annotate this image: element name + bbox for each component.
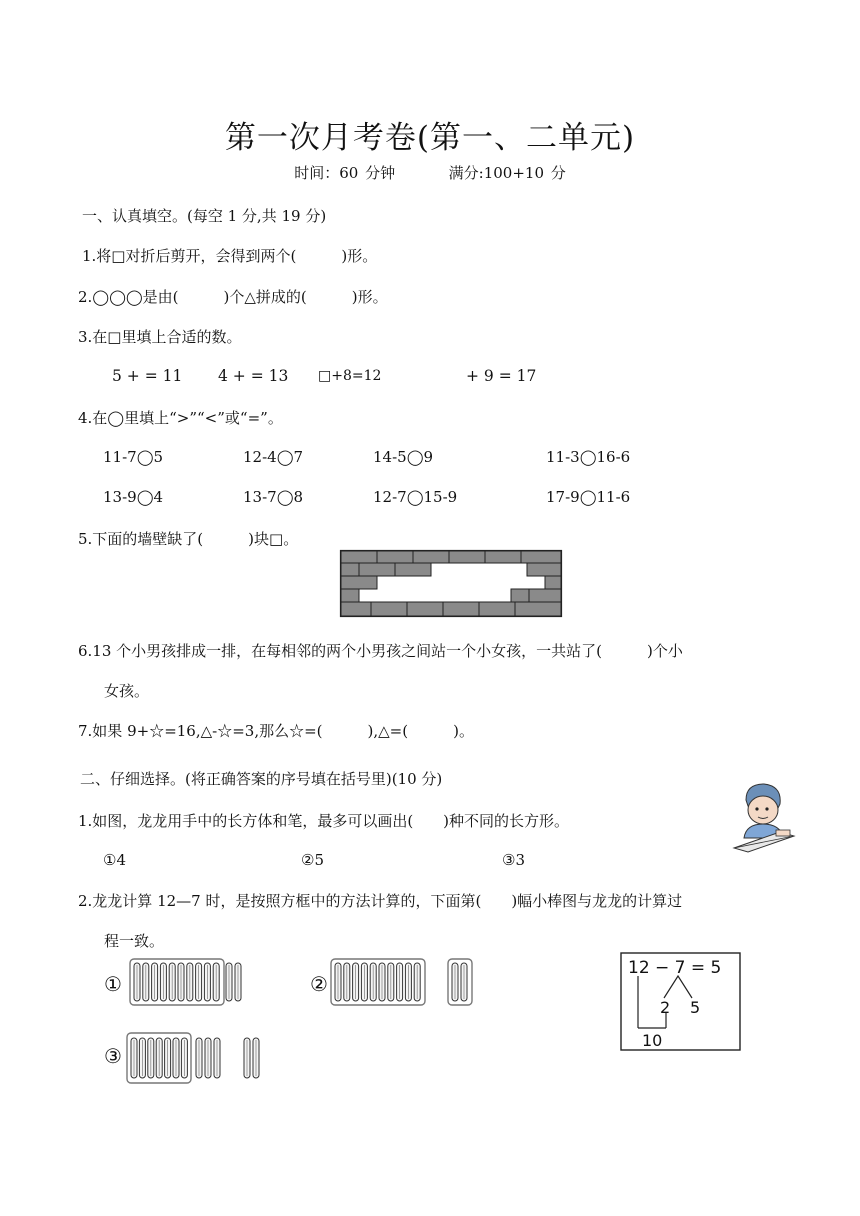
q4-r2-c2: 13-7◯8 <box>243 488 304 506</box>
stick-option-1-label: ① <box>104 972 122 996</box>
stick <box>178 963 184 1001</box>
stick <box>156 1038 162 1078</box>
page-title: 第一次月考卷(第一、二单元) <box>224 120 636 156</box>
q4-r2-c4: 17-9◯11-6 <box>546 488 631 506</box>
calc-right-split: 5 <box>690 998 701 1017</box>
stick <box>244 1038 250 1078</box>
stick-option-3-label: ③ <box>104 1044 122 1068</box>
q4-r2-c3: 12-7◯15-9 <box>373 488 458 506</box>
brick-wall-figure <box>340 550 562 618</box>
q3-item-4: + 9 = 17 <box>466 367 537 385</box>
s2-q2-stem-line2: 程一致。 <box>104 932 165 950</box>
stick <box>353 963 359 1001</box>
calculation-method-box <box>620 952 742 1052</box>
stick <box>370 963 376 1001</box>
s1-q6-line1: 6.13 个小男孩排成一排，在每相邻的两个小男孩之间站一个小女孩，一共站了( )个小 <box>78 642 683 660</box>
s2-q1-option-1: ①4 <box>103 851 126 869</box>
stick <box>204 963 210 1001</box>
section1-heading: 一、认真填空。(每空 1 分,共 19 分) <box>82 207 327 225</box>
stick <box>143 963 149 1001</box>
s1-q2: 2.◯◯◯是由( )个△拼成的( )形。 <box>78 288 388 306</box>
stick-figure-2 <box>330 958 480 1006</box>
stick-figure-3 <box>126 1032 276 1084</box>
stick <box>205 1038 211 1078</box>
stick <box>361 963 367 1001</box>
stick <box>196 963 202 1001</box>
stick <box>397 963 403 1001</box>
stick <box>344 963 350 1001</box>
time-label: 时间：60 分钟 <box>294 164 396 182</box>
calc-left-split: 2 <box>660 998 671 1017</box>
stick <box>253 1038 259 1078</box>
s2-q1-option-2: ②5 <box>301 851 324 869</box>
q3-item-3: □+8=12 <box>318 368 382 384</box>
stick <box>196 1038 202 1078</box>
stick <box>148 1038 154 1078</box>
stick <box>452 963 458 1001</box>
stick <box>131 1038 137 1078</box>
stick <box>226 963 232 1001</box>
q4-r1-c1: 11-7◯5 <box>103 448 164 466</box>
stick <box>388 963 394 1001</box>
s1-q6-line2: 女孩。 <box>104 682 150 700</box>
stick <box>169 963 175 1001</box>
calc-equation: 12 − 7 = 5 <box>628 958 722 978</box>
q4-r2-c1: 13-9◯4 <box>103 488 164 506</box>
s1-q1: 1.将□对折后剪开，会得到两个( )形。 <box>82 247 378 265</box>
stick-option-2-label: ② <box>310 972 328 996</box>
stick <box>152 963 158 1001</box>
s2-q1-stem: 1.如图，龙龙用手中的长方体和笔，最多可以画出( )种不同的长方形。 <box>78 812 570 830</box>
stick-figure-1 <box>128 958 248 1006</box>
s1-q7: 7.如果 9+☆=16,△-☆=3,那么☆=( ),△=( )。 <box>78 722 474 740</box>
stick <box>139 1038 145 1078</box>
stick <box>173 1038 179 1078</box>
stick <box>379 963 385 1001</box>
s1-q4-stem: 4.在◯里填上“>”“<”或“=”。 <box>78 409 283 427</box>
stick <box>461 963 467 1001</box>
stick <box>414 963 420 1001</box>
q4-r1-c4: 11-3◯16-6 <box>546 448 631 466</box>
exam-info <box>0 162 860 183</box>
s1-q5: 5.下面的墙壁缺了( )块□。 <box>78 530 299 548</box>
stick <box>405 963 411 1001</box>
stick <box>213 963 219 1001</box>
q4-r1-c2: 12-4◯7 <box>243 448 304 466</box>
stick <box>235 963 241 1001</box>
stick <box>181 1038 187 1078</box>
boy-drawing-illustration <box>732 780 800 852</box>
stick <box>134 963 140 1001</box>
s1-q3-stem: 3.在□里填上合适的数。 <box>78 328 242 346</box>
stick <box>335 963 341 1001</box>
stick <box>160 963 166 1001</box>
q4-r1-c3: 14-5◯9 <box>373 448 434 466</box>
score-label: 满分:100+10 分 <box>448 164 566 182</box>
calc-bottom-number: 10 <box>642 1031 663 1050</box>
q3-item-1: 5 + = 11 <box>112 367 183 385</box>
q3-item-2: 4 + = 13 <box>218 367 289 385</box>
stick <box>187 963 193 1001</box>
stick <box>165 1038 171 1078</box>
s2-q2-stem-line1: 2.龙龙计算 12—7 时，是按照方框中的方法计算的，下面第( )幅小棒图与龙龙的计算过 <box>78 892 683 910</box>
s2-q1-option-3: ③3 <box>502 851 525 869</box>
stick <box>214 1038 220 1078</box>
section2-heading: 二、仔细选择。(将正确答案的序号填在括号里)(10 分) <box>80 770 443 788</box>
